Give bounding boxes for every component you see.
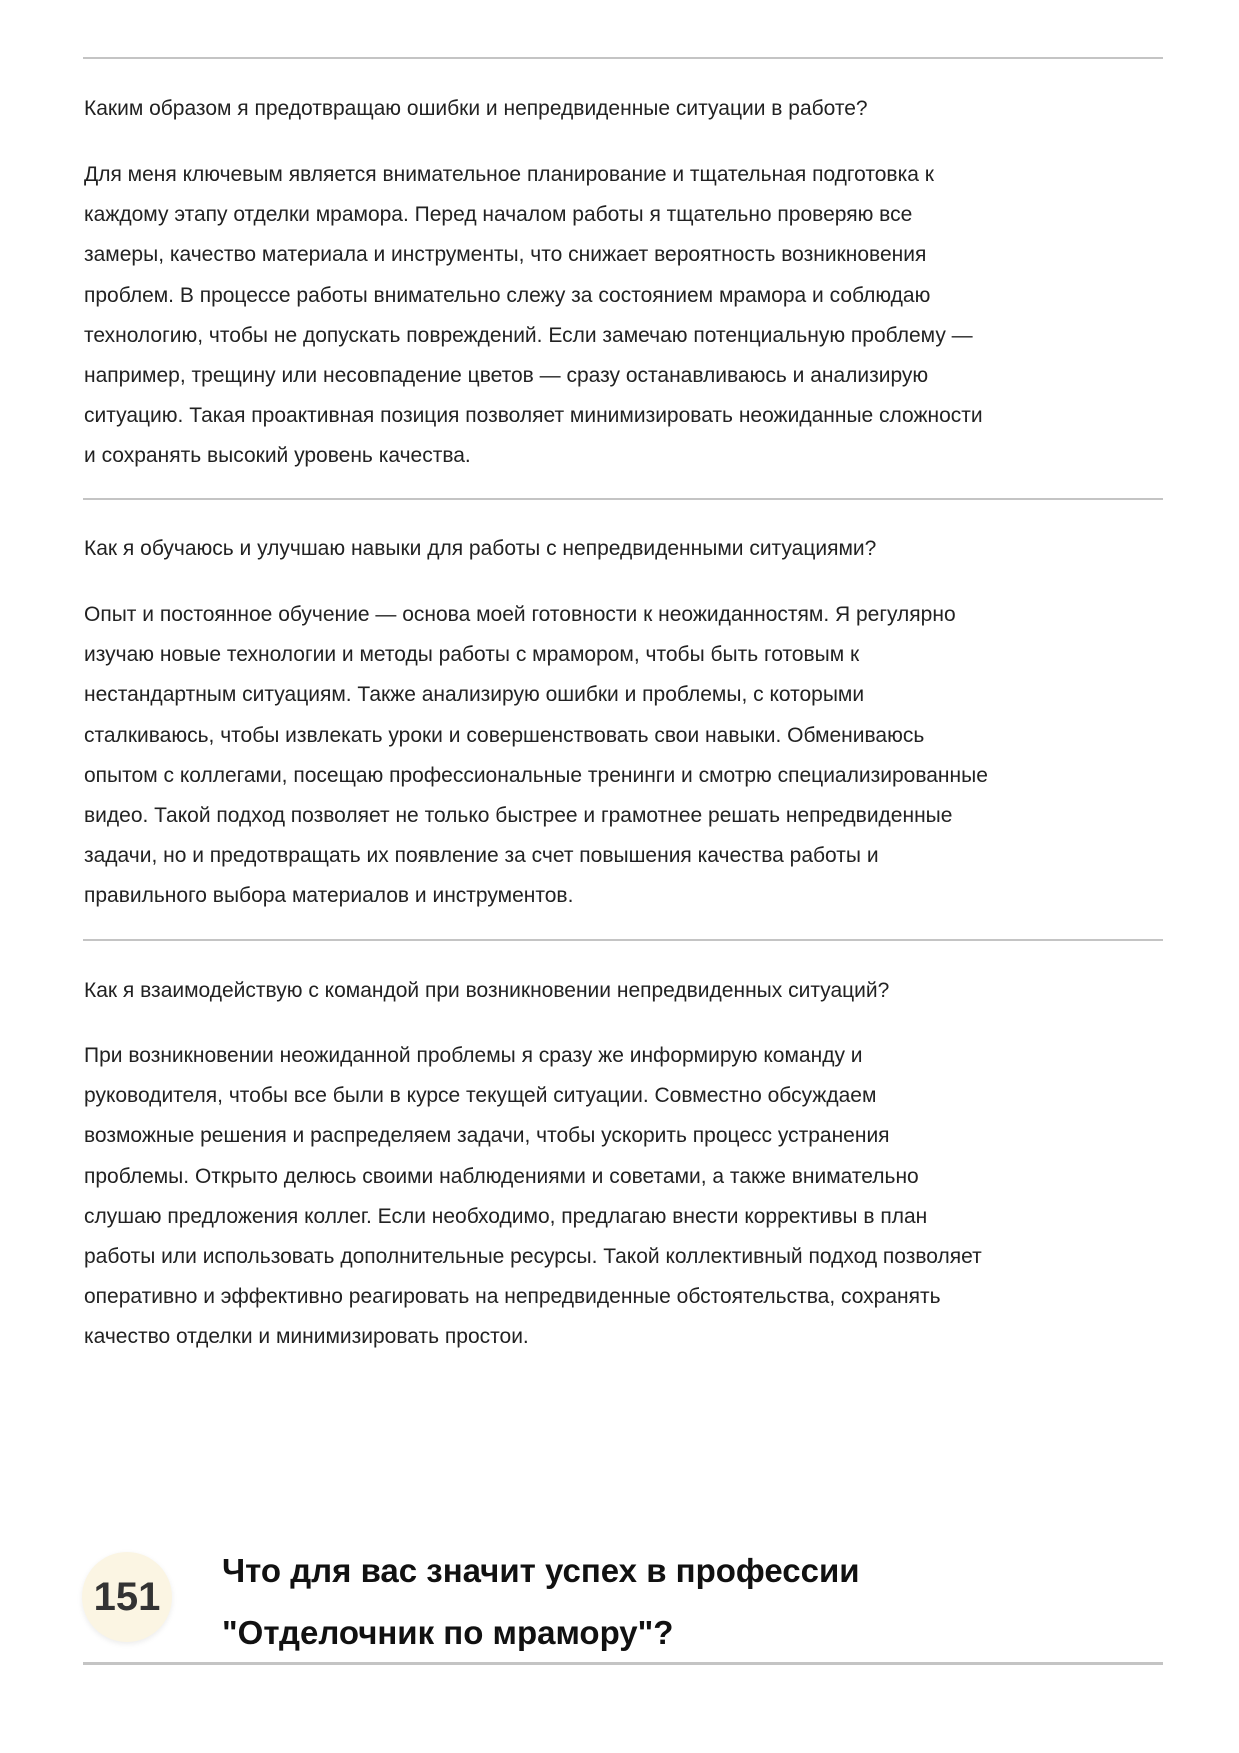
- answer-line: При возникновении неожиданной проблемы я сразу же информирую команду и: [84, 1044, 863, 1067]
- answer-line: каждому этапу отделки мрамора. Перед началом работы я тщательно проверяю все: [84, 203, 913, 227]
- answer-1: [84, 155, 983, 477]
- answer-line: ситуацию. Такая проактивная позиция позволяет минимизировать неожиданные сложности: [84, 404, 983, 428]
- divider: [83, 1662, 1163, 1665]
- question-heading: [222, 1540, 860, 1664]
- answer-line: качество отделки и минимизировать простои.: [84, 1325, 529, 1349]
- answer-line: Для меня ключевым является внимательное планирование и тщательная подготовка к: [84, 163, 934, 186]
- answer-2: [84, 595, 988, 917]
- answer-line: нестандартным ситуациям. Также анализирую ошибки и проблемы, с которыми: [84, 683, 865, 707]
- answer-line: проблем. В процессе работы внимательно слежу за состоянием мрамора и соблюдаю: [84, 283, 931, 307]
- answer-line: и сохранять высокий уровень качества.: [84, 444, 471, 468]
- question-1: Каким образом я предотвращаю ошибки и непредвиденные ситуации в работе?: [84, 97, 868, 120]
- answer-3: [84, 1036, 982, 1358]
- answer-line: слушаю предложения коллег. Если необходимо, предлагаю внести коррективы в план: [84, 1204, 928, 1228]
- question-number-badge: 151: [82, 1552, 172, 1642]
- answer-line: проблемы. Открыто делюсь своими наблюдениями и советами, а также внимательно: [84, 1164, 919, 1188]
- answer-line: работы или использовать дополнительные ресурсы. Такой коллективный подход позволяет: [84, 1244, 982, 1268]
- divider: [83, 498, 1163, 500]
- answer-line: видео. Такой подход позволяет не только быстрее и грамотнее решать непредвиденные: [84, 803, 953, 827]
- heading-line: "Отделочник по мрамору"?: [222, 1614, 674, 1651]
- divider: [83, 939, 1163, 941]
- heading-line: Что для вас значит успех в профессии: [222, 1552, 860, 1589]
- answer-line: например, трещину или несовпадение цветов — сразу останавливаюсь и анализирую: [84, 363, 929, 387]
- question-3: Как я взаимодействую с командой при возникновении непредвиденных ситуаций?: [84, 979, 890, 1002]
- answer-line: оперативно и эффективно реагировать на непредвиденные обстоятельства, сохранять: [84, 1285, 941, 1309]
- answer-line: технологию, чтобы не допускать повреждений. Если замечаю потенциальную проблему —: [84, 323, 973, 347]
- answer-line: задачи, но и предотвращать их появление за счет повышения качества работы и: [84, 844, 879, 868]
- answer-line: возможные решения и распределяем задачи, чтобы ускорить процесс устранения: [84, 1124, 890, 1148]
- answer-line: замеры, качество материала и инструменты, что снижает вероятность возникновения: [84, 243, 927, 267]
- divider: [83, 57, 1163, 59]
- question-2: Как я обучаюсь и улучшаю навыки для работы с непредвиденными ситуациями?: [84, 537, 877, 560]
- answer-line: сталкиваюсь, чтобы извлекать уроки и совершенствовать свои навыки. Обмениваюсь: [84, 723, 925, 747]
- answer-line: изучаю новые технологии и методы работы с мрамором, чтобы быть готовым к: [84, 643, 860, 667]
- answer-line: правильного выбора материалов и инструментов.: [84, 884, 574, 908]
- answer-line: Опыт и постоянное обучение — основа моей готовности к неожиданностям. Я регулярно: [84, 603, 956, 626]
- answer-line: руководителя, чтобы все были в курсе текущей ситуации. Совместно обсуждаем: [84, 1084, 877, 1108]
- answer-line: опытом с коллегами, посещаю профессиональные тренинги и смотрю специализированные: [84, 763, 988, 787]
